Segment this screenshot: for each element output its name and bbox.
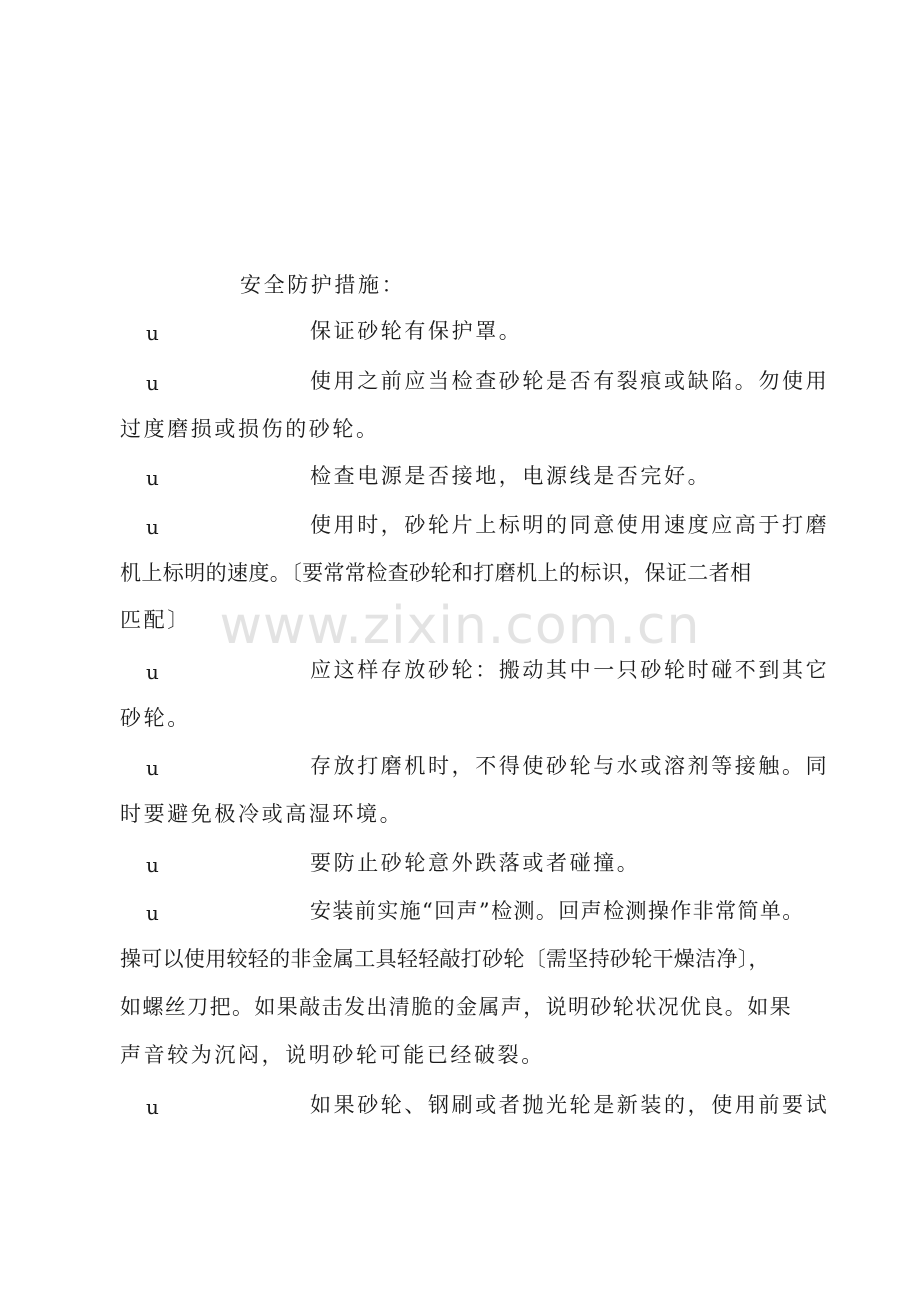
list-item-line: 安装前实施“回声”检测。回声检测操作非常简单。 (310, 899, 805, 923)
bullet-marker: u (146, 756, 159, 780)
list-item-line: 操可以使用较轻的非金属工具轻轻敲打砂轮〔需坚持砂轮干燥洁净〕， (120, 947, 770, 971)
list-item-line: 使用之前应当检查砂轮是否有裂痕或缺陷。勿使用 (310, 369, 830, 393)
list-item-line: 存放打磨机时，不得使砂轮与水或溶剂等接触。同 (310, 754, 830, 778)
bullet-marker: u (146, 466, 159, 490)
list-item-line: 声音较为沉闷，说明砂轮可能已经破裂。 (120, 1043, 545, 1067)
list-item-line: 检查电源是否接地，电源线是否完好。 (310, 464, 712, 488)
bullet-marker: u (146, 321, 159, 345)
bullet-marker: u (146, 901, 159, 925)
bullet-marker: u (146, 515, 159, 539)
list-item-line: 保证砂轮有保护罩。 (310, 319, 523, 343)
bullet-marker: u (146, 371, 159, 395)
list-item-line: 应这样存放砂轮：搬动其中一只砂轮时碰不到其它 (310, 658, 830, 682)
list-item-line: 砂轮。 (120, 706, 191, 730)
section-heading: 安全防护措施： (240, 273, 406, 297)
watermark: www.zixin.com.cn (219, 596, 701, 656)
list-item-line: 如果砂轮、钢刷或者抛光轮是新装的，使用前要试 (310, 1093, 830, 1117)
list-item-line: 机上标明的速度。〔要常常检查砂轮和打磨机上的标识，保证二者相 (120, 561, 752, 585)
list-item-line: 匹配〕 (120, 608, 191, 632)
list-item-line: 时要避免极冷或高湿环境。 (120, 802, 404, 826)
list-item-line: 要防止砂轮意外跌落或者碰撞。 (310, 851, 641, 875)
bullet-marker: u (146, 660, 159, 684)
bullet-marker: u (146, 1095, 159, 1119)
list-item-line: 如螺丝刀把。如果敲击发出清脆的金属声，说明砂轮状况优良。如果 (120, 995, 792, 1019)
list-item-line: 使用时，砂轮片上标明的同意使用速度应高于打磨 (310, 513, 830, 537)
list-item-line: 过度磨损或损伤的砂轮。 (120, 417, 380, 441)
bullet-marker: u (146, 853, 159, 877)
